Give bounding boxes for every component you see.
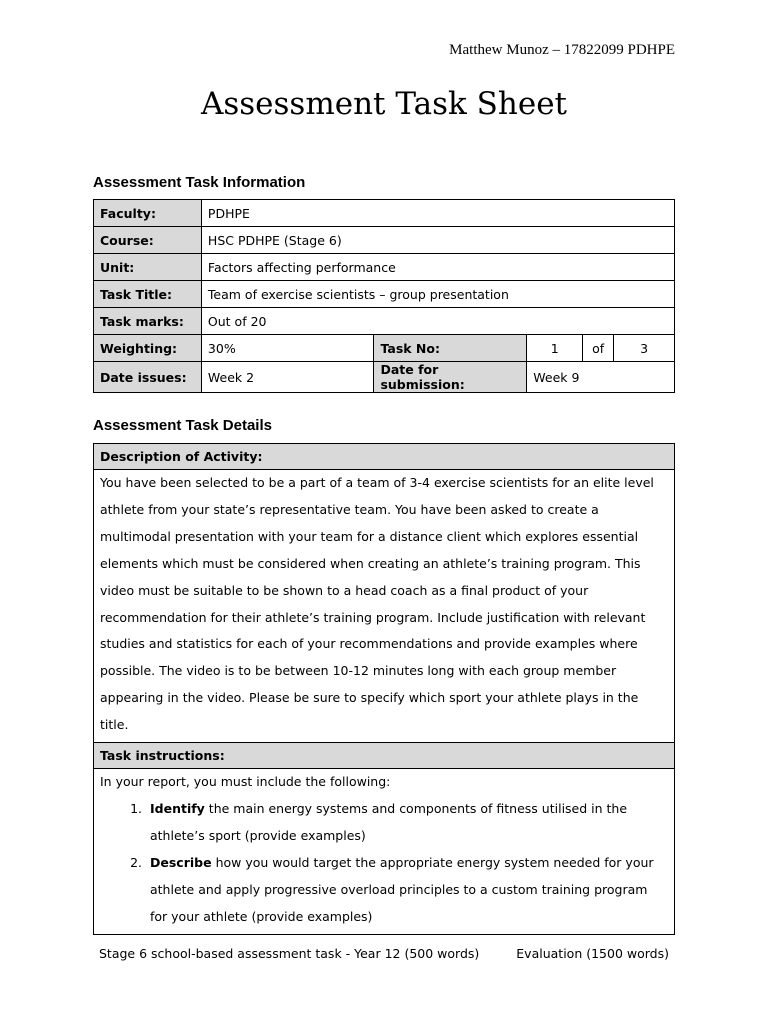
task-details-table <box>93 443 675 935</box>
description-body-row <box>94 470 675 743</box>
course-value: HSC PDHPE (Stage 6) <box>201 227 674 254</box>
description-header-row <box>94 444 675 470</box>
submission-value: Week 9 <box>527 362 675 393</box>
task-title-row <box>94 281 675 308</box>
course-label: Course: <box>94 227 202 254</box>
instruction-text: the main energy systems and components of fitness utilised in the athlete’s sport (provide examples) <box>150 800 628 843</box>
faculty-value: PDHPE <box>201 200 674 227</box>
list-item <box>146 850 668 931</box>
instruction-verb: Describe <box>150 854 212 870</box>
task-title-label: Task Title: <box>94 281 202 308</box>
header-author-line: Matthew Munoz – 17822099 PDHPE <box>449 42 675 58</box>
details-section-heading: Assessment Task Details <box>93 417 272 434</box>
instruction-verb: Identify <box>150 800 205 816</box>
task-marks-value: Out of 20 <box>201 308 674 335</box>
unit-label: Unit: <box>94 254 202 281</box>
unit-row <box>94 254 675 281</box>
task-no-total: 3 <box>614 335 675 362</box>
weighting-label: Weighting: <box>94 335 202 362</box>
date-issued-label: Date issues: <box>94 362 202 393</box>
instruction-text: how you would target the appropriate energy system needed for your athlete and apply progressive overload principles to a custom training program for your athlete (provide examples) <box>150 854 654 924</box>
footer-left-text: Stage 6 school-based assessment task - Year 12 (500 words) <box>99 946 480 961</box>
task-marks-label: Task marks: <box>94 308 202 335</box>
instructions-body-row <box>94 769 675 934</box>
task-no-label: Task No: <box>374 335 527 362</box>
instructions-intro: In your report, you must include the following: <box>100 774 391 790</box>
info-section-heading: Assessment Task Information <box>93 174 306 191</box>
instructions-list <box>100 796 668 931</box>
list-item <box>146 796 668 850</box>
instructions-label: Task instructions: <box>94 743 675 769</box>
weighting-row <box>94 335 675 362</box>
footer-right-text: Evaluation (1500 words) <box>516 946 669 961</box>
task-title-value: Team of exercise scientists – group presentation <box>201 281 674 308</box>
dates-row <box>94 362 675 393</box>
faculty-label: Faculty: <box>94 200 202 227</box>
unit-value: Factors affecting performance <box>201 254 674 281</box>
weighting-value: 30% <box>201 335 374 362</box>
instructions-header-row <box>94 743 675 769</box>
task-no-of: of <box>583 335 614 362</box>
page-title: Assessment Task Sheet <box>200 86 568 122</box>
description-label: Description of Activity: <box>94 444 675 470</box>
description-text: You have been selected to be a part of a team of 3-4 exercise scientists for an elite level athlete from your state’s representative team. You have been asked to create a multimodal presentation with your team for a distance client which explores essential elements which must be considered when creating an athlete’s training program. This video must be suitable to be shown to a head coach as a final product of your recommendation for their athlete’s training program. Include justification with relevant studies and statistics for each of your recommendations and provide examples where possible. The video is to be between 10-12 minutes long with each group member appearing in the video. Please be sure to specify which sport your athlete plays in the title. <box>94 470 675 743</box>
course-row <box>94 227 675 254</box>
task-info-table <box>93 199 675 393</box>
date-issued-value: Week 2 <box>201 362 374 393</box>
faculty-row <box>94 200 675 227</box>
submission-label: Date for submission: <box>374 362 527 393</box>
task-no-value: 1 <box>527 335 583 362</box>
task-marks-row <box>94 308 675 335</box>
